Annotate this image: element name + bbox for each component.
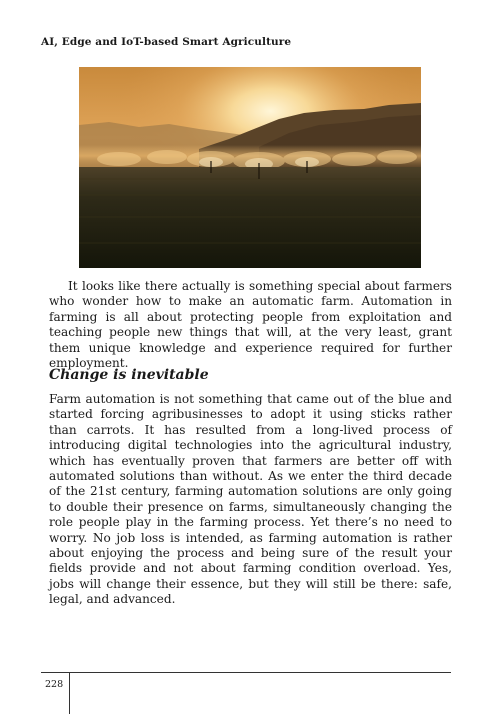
irrigation-sunset-photo: [79, 67, 421, 268]
body-paragraph: Farm automation is not something that came out of the blue and started forcing agribusinesses to adopt it using sticks rather than carrots. It has resulted from a long-lived process of introducing digital technologies into the agricultural industry, which has eventually proven that farmers are better off with automated solutions than without. As we enter the third decade of the 21st century, farming automation solutions are only going to double their presence on farms, simultaneously changing the role people play in the farming process. Yet there’s no need to worry. No job loss is intended, as farming automation is rather about enjoying the process and being sure of the result your fields provide and not about farming condition overload. Yes, jobs will change their essence, but they will still be there: safe, legal, and advanced.: [49, 392, 452, 607]
footer-divider: [69, 672, 70, 714]
footer-rule: [41, 672, 451, 673]
page-number: 228: [45, 679, 64, 690]
intro-paragraph: It looks like there actually is something special about farmers who wonder how to make an automatic farm. Automation in farming is all about protecting people from exploitation and teaching people new things that will, at the very least, grant them unique knowledge and experience required for further employment.: [49, 279, 452, 371]
section-heading: Change is inevitable: [49, 367, 209, 383]
running-head: AI, Edge and IoT-based Smart Agriculture: [41, 36, 292, 48]
